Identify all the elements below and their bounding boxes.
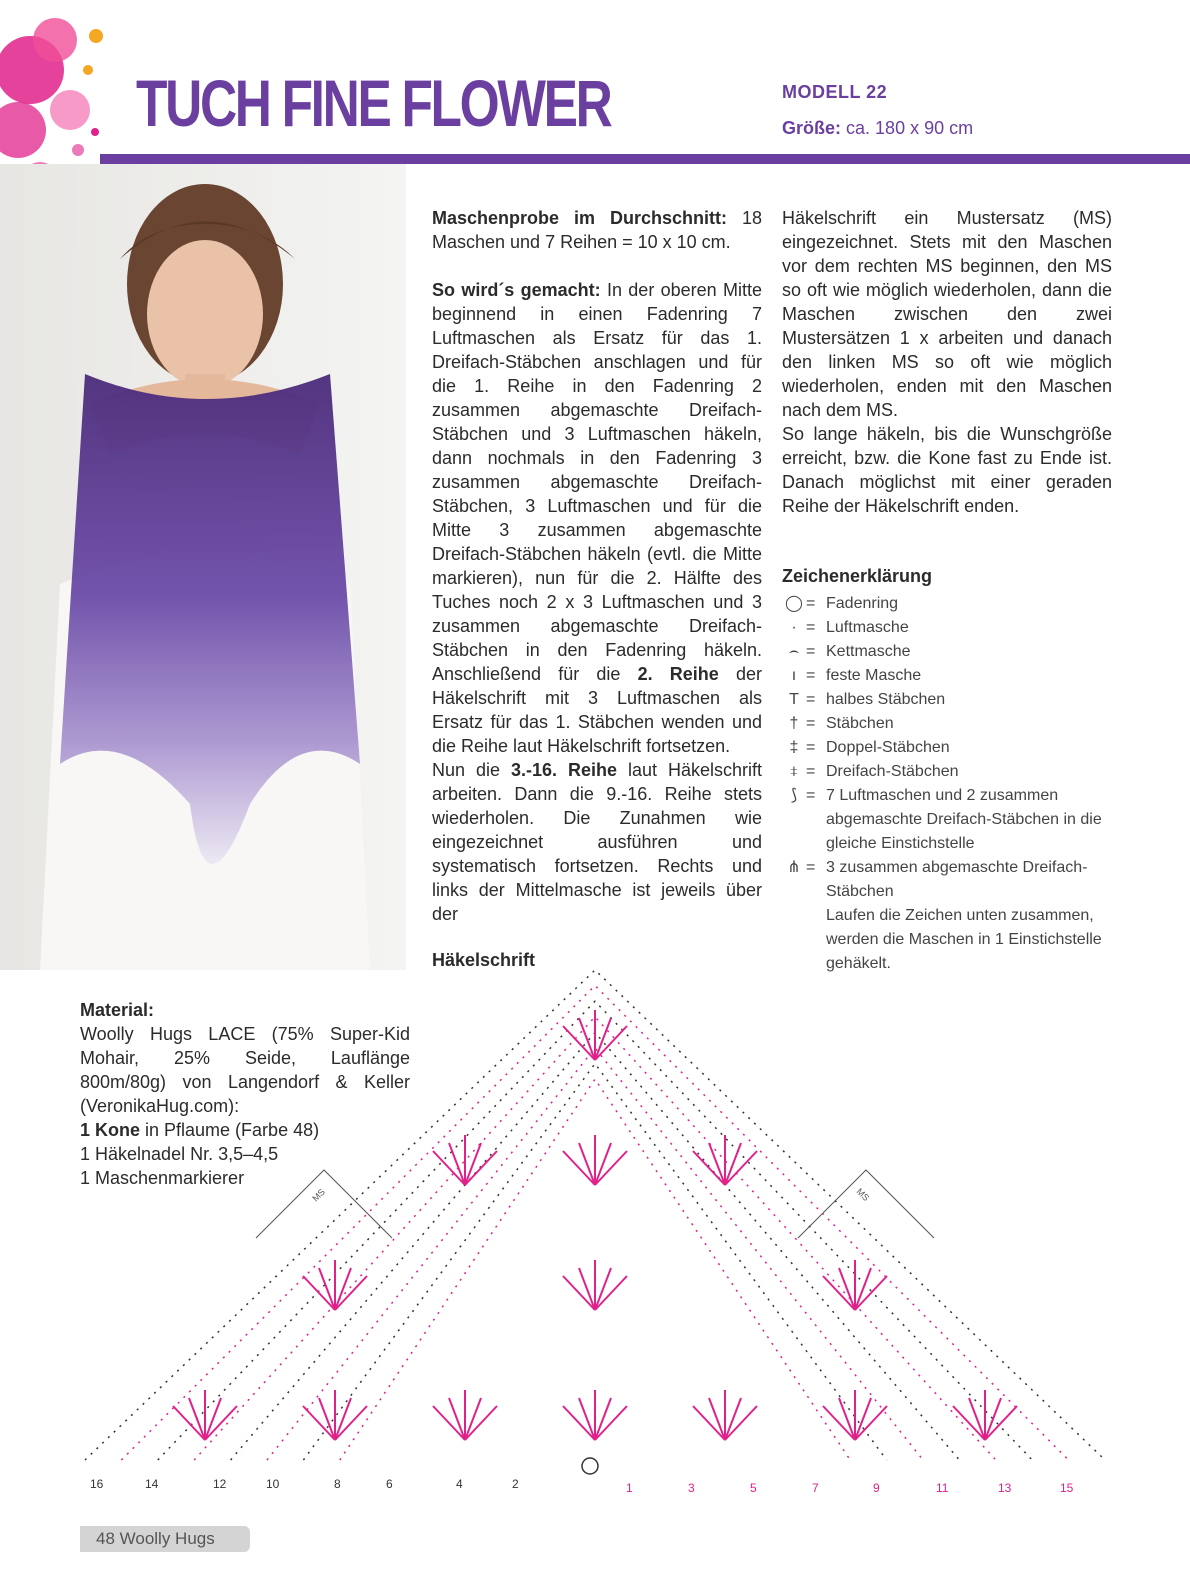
cluster-stitch <box>855 1398 871 1440</box>
legend-item <box>782 664 1112 688</box>
rows-text-2: laut Häkelschrift arbeiten. Dann die 9.-16. Reihe stets wiederholen. Die Zunahmen wie eingezeichnet ausführen und systematisch fortsetzen. Rechts und links der Mittelmasche ist jeweils über der <box>432 760 762 924</box>
cluster-stitch <box>465 1143 481 1185</box>
legend-text: 3 zusammen abgemaschte Dreifach-Stäbchen <box>826 859 1088 900</box>
legend-text: feste Masche <box>826 667 922 684</box>
model-number: MODELL 22 <box>782 82 888 102</box>
cluster-stitch <box>595 1398 611 1440</box>
cluster-stitch <box>173 1406 205 1440</box>
material-title: Material: <box>80 1000 155 1020</box>
material-marker: 1 Maschenmarkierer <box>80 1168 245 1188</box>
cluster-stitch <box>953 1406 985 1440</box>
cluster-stitch <box>465 1398 481 1440</box>
size-info <box>782 118 973 139</box>
howto-paragraph <box>432 278 762 758</box>
legend-text: Kettmasche <box>826 643 911 660</box>
howto-heading: So wird´s gemacht: <box>432 280 601 300</box>
cluster-stitch <box>595 1018 611 1060</box>
cluster-stitch <box>335 1268 351 1310</box>
dagger-symbol-icon: † <box>789 715 799 732</box>
cluster-stitch <box>985 1406 1017 1440</box>
ms-label: MS <box>854 1186 872 1203</box>
circle-symbol-icon: ◯ <box>785 595 803 612</box>
row-number-odd: 7 <box>812 1481 819 1495</box>
gauge-text: 18 Maschen und 7 Reihen = 10 x 10 cm. <box>432 208 762 252</box>
cluster-stitch <box>969 1398 985 1440</box>
bar-symbol-icon: ı <box>791 667 797 684</box>
cluster-stitch <box>595 1406 627 1440</box>
ms-label: MS <box>310 1186 327 1204</box>
legend-text: Fadenring <box>826 595 899 612</box>
legend-text: 7 Luftmaschen und 2 zusammen abgemaschte Dreifach-Stäbchen in die gleiche Einstichstelle <box>826 787 1102 852</box>
rows-paragraph <box>432 758 762 926</box>
ms-bracket-left <box>256 1170 392 1238</box>
cluster-stitch <box>725 1151 757 1185</box>
cluster-stitch <box>563 1406 595 1440</box>
cluster-stitch <box>855 1406 887 1440</box>
legend-equals: = <box>806 715 816 732</box>
header-rule <box>100 154 1190 164</box>
row-number-odd: 13 <box>998 1481 1012 1495</box>
cluster-stitch <box>449 1143 465 1185</box>
legend-item <box>782 784 1112 856</box>
row-number-even: 2 <box>512 1477 519 1491</box>
instructions-column-1 <box>432 206 762 926</box>
instructions-column-2 <box>782 206 1112 518</box>
row-number-odd: 11 <box>936 1481 949 1495</box>
row-number-odd: 15 <box>1060 1481 1074 1495</box>
legend-equals: = <box>806 619 816 636</box>
gauge-heading: Maschenprobe im Durchschnitt: <box>432 208 727 228</box>
cluster-stitch <box>579 1268 595 1310</box>
legend-item <box>782 592 1112 616</box>
legend-text: Luftmasche <box>826 619 909 636</box>
cluster-stitch <box>595 1276 627 1310</box>
double-dagger-symbol-icon: ‡ <box>789 739 799 756</box>
material-hook: 1 Häkelnadel Nr. 3,5–4,5 <box>80 1144 279 1164</box>
cluster-stitch <box>855 1276 887 1310</box>
row-number-even: 12 <box>213 1477 227 1491</box>
row-number-odd: 5 <box>750 1481 757 1495</box>
ms-bracket-right <box>798 1170 934 1238</box>
finish-paragraph: So lange häkeln, bis die Wunschgröße erreicht, bzw. die Kone fast zu Ende ist. Danach möglichst mit einer geraden Reihe der Häkelschrift enden. <box>782 424 1112 516</box>
page-title: TUCH FINE FLOWER <box>136 66 611 140</box>
cluster-stitch <box>839 1398 855 1440</box>
legend-item <box>782 640 1112 664</box>
cluster-stitch <box>595 1151 627 1185</box>
cluster-stitch <box>205 1406 237 1440</box>
legend-title: Zeichenerklärung <box>782 566 933 586</box>
cluster-stitch <box>319 1398 335 1440</box>
legend-item <box>782 760 1112 784</box>
cluster-stitch <box>595 1026 627 1060</box>
cluster-symbol-icon: ⋔ <box>787 859 801 876</box>
chart-title: Häkelschrift <box>432 950 536 970</box>
row-number-even: 8 <box>334 1477 341 1491</box>
cluster-stitch <box>595 1268 611 1310</box>
legend-item <box>782 688 1112 712</box>
triple-dagger-symbol-icon: ⧧ <box>789 763 799 780</box>
legend-item <box>782 712 1112 736</box>
legend-equals: = <box>806 691 816 708</box>
row-number-even: 14 <box>145 1477 159 1491</box>
cluster-stitch <box>563 1276 595 1310</box>
legend-text: Dreifach-Stäbchen <box>826 763 959 780</box>
crochet-chart <box>80 970 1110 1520</box>
row-number-odd: 3 <box>688 1481 695 1495</box>
cluster-stitch <box>725 1398 741 1440</box>
chain-cluster-symbol-icon: ⟆ <box>790 787 798 804</box>
cluster-stitch <box>709 1398 725 1440</box>
gauge-paragraph <box>432 206 762 254</box>
cluster-stitch <box>465 1151 497 1185</box>
legend-item <box>782 616 1112 640</box>
legend-equals: = <box>806 763 816 780</box>
cluster-stitch <box>595 1143 611 1185</box>
row2-bold: 2. Reihe <box>637 664 719 684</box>
arc-symbol-icon: ⌢ <box>788 643 800 660</box>
cluster-stitch <box>563 1026 595 1060</box>
legend-equals: = <box>806 643 816 660</box>
cluster-stitch <box>725 1143 741 1185</box>
legend-item <box>782 736 1112 760</box>
cluster-stitch <box>579 1398 595 1440</box>
cluster-stitch <box>563 1151 595 1185</box>
start-ring <box>582 1458 598 1474</box>
row-number-even: 4 <box>456 1477 463 1491</box>
howto-text: In der oberen Mitte beginnend in einen Fadenring 7 Luftmaschen als Ersatz für das 1. Dreifach-Stäbchen anschlagen und für die 1. Reihe in den Fadenring 2 zusammen abgemaschte Dreifach-Stäbchen und 3 Luftmaschen häkeln, dann nochmals in den Fadenring 3 zusammen abgemaschte Dreifach-Stäbchen, 3 Luftmaschen und für die Mitte 3 zusammen abgemaschte Dreifach-Stäbchen häkeln (evtl. die Mitte markieren), nun für die 2. Hälfte des Tuches noch 2 x 3 Luftmaschen und 3 zusammen abgemaschte Dreifach-Stäbchen in den Fadenring häkeln. Anschließend für die <box>432 280 762 684</box>
cluster-stitch <box>335 1276 367 1310</box>
cluster-stitch <box>709 1143 725 1185</box>
row-number-odd: 9 <box>873 1481 880 1495</box>
model-photo <box>0 164 406 970</box>
legend-text: Doppel-Stäbchen <box>826 739 950 756</box>
cluster-stitch <box>449 1398 465 1440</box>
cluster-stitch <box>433 1406 465 1440</box>
legend-equals: = <box>806 787 816 804</box>
cluster-stitch <box>839 1268 855 1310</box>
cluster-stitch <box>725 1406 757 1440</box>
howto-text-2: der Häkelschrift mit 3 Luftmaschen als Ersatz für das 1. Stäbchen wenden und die Reihe laut Häkelschrift fortsetzen. <box>432 664 762 756</box>
legend-equals: = <box>806 859 816 876</box>
cluster-stitch <box>319 1268 335 1310</box>
cluster-stitch <box>335 1406 367 1440</box>
dot-symbol-icon: · <box>791 619 797 636</box>
row-number-even: 16 <box>90 1477 104 1491</box>
row-number-even: 6 <box>386 1477 393 1491</box>
symbol-legend <box>782 592 1112 976</box>
cluster-stitch <box>189 1398 205 1440</box>
cluster-stitch <box>303 1276 335 1310</box>
legend-equals: = <box>806 595 816 612</box>
material-text: Woolly Hugs LACE (75% Super-Kid Mohair, 25% Seide, Lauflänge 800m/80g) von Langendorf & Keller (VeronikaHug.com): <box>80 1024 410 1116</box>
legend-note: Laufen die Zeichen unten zusammen, werden die Maschen in 1 Einstichstelle gehäkelt. <box>826 907 1102 972</box>
row-number-odd: 1 <box>626 1481 633 1495</box>
t-symbol-icon: T <box>789 691 799 708</box>
cluster-stitch <box>579 1018 595 1060</box>
legend-item <box>782 856 1112 904</box>
legend-equals: = <box>806 739 816 756</box>
legend-equals: = <box>806 667 816 684</box>
legend-text: Stäbchen <box>826 715 894 732</box>
page-footer: 48 Woolly Hugs <box>80 1526 250 1552</box>
pattern-repeat-paragraph: Häkelschrift ein Mustersatz (MS) eingezeichnet. Stets mit den Maschen vor dem rechten MS beginnen, den MS so oft wie möglich wiederholen, dann die Maschen zwischen den zwei Mustersätzen 1 x arbeiten und danach den linken MS so oft wie möglich wiederholen, enden mit den Maschen nach dem MS. <box>782 208 1112 420</box>
cluster-stitch <box>205 1398 221 1440</box>
cluster-stitch <box>855 1268 871 1310</box>
cluster-stitch <box>433 1151 465 1185</box>
cluster-stitch <box>985 1398 1001 1440</box>
cluster-stitch <box>465 1406 497 1440</box>
cluster-stitch <box>823 1406 855 1440</box>
rows-text: Nun die <box>432 760 511 780</box>
cluster-stitch <box>579 1143 595 1185</box>
cluster-stitch <box>303 1406 335 1440</box>
size-label: Größe: <box>782 118 842 138</box>
row-number-even: 10 <box>266 1477 280 1491</box>
kone-text: in Pflaume (Farbe 48) <box>140 1120 320 1140</box>
legend-text: halbes Stäbchen <box>826 691 946 708</box>
cluster-stitch <box>693 1406 725 1440</box>
cluster-stitch <box>335 1398 351 1440</box>
kone-bold: 1 Kone <box>80 1120 141 1140</box>
size-value: ca. 180 x 90 cm <box>846 118 974 138</box>
rows-bold: 3.-16. Reihe <box>510 760 617 780</box>
